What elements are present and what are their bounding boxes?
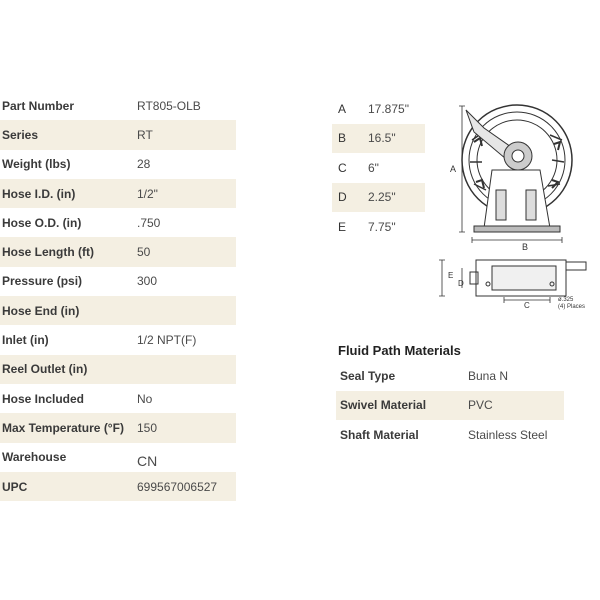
fluid-path-table xyxy=(336,361,564,450)
spec-row-max-temperature xyxy=(0,413,236,442)
dimension-label-e: E xyxy=(448,271,454,280)
spec-value: CN xyxy=(137,453,158,470)
spec-value: RT805-OLB xyxy=(137,98,201,113)
spec-label: Part Number xyxy=(2,98,75,113)
spec-row-weight xyxy=(0,150,236,179)
dimension-letter: A xyxy=(338,101,347,116)
spec-row-warehouse xyxy=(0,443,236,472)
reel-front-view xyxy=(462,105,572,232)
dimension-table xyxy=(332,94,425,242)
fluid-value: Buna N xyxy=(468,368,509,383)
spec-label: Pressure (psi) xyxy=(2,274,83,289)
hole-count-label: (4) Places xyxy=(558,304,586,310)
fluid-label: Swivel Material xyxy=(340,398,427,413)
spec-value: 300 xyxy=(137,274,158,289)
spec-value: No xyxy=(137,391,153,406)
fluid-label: Seal Type xyxy=(340,368,396,383)
spec-label: Max Temperature (°F) xyxy=(2,420,124,435)
dimension-value: 2.25" xyxy=(368,190,396,205)
spec-row-series xyxy=(0,120,236,149)
spec-label: Series xyxy=(2,127,39,142)
fluid-row-swivel-material xyxy=(336,391,564,421)
spec-label: Hose Included xyxy=(2,391,85,406)
dimension-value: 17.875" xyxy=(368,101,409,116)
dimension-label-d: D xyxy=(458,279,464,288)
spec-row-hose-included xyxy=(0,384,236,413)
dimension-row-c xyxy=(332,153,425,183)
spec-label: Hose I.D. (in) xyxy=(2,186,76,201)
spec-value: 699567006527 xyxy=(137,479,218,494)
dimension-value: 6" xyxy=(368,160,379,175)
dimension-label-a: A xyxy=(450,164,457,174)
spec-value: 1/2" xyxy=(137,186,158,201)
spec-row-pressure xyxy=(0,267,236,296)
dimension-letter: C xyxy=(338,160,347,175)
dimension-row-a xyxy=(332,94,425,124)
spec-value: 1/2 NPT(F) xyxy=(137,333,197,348)
spec-row-inlet xyxy=(0,325,236,354)
dimension-row-d xyxy=(332,183,425,213)
fluid-path-title: Fluid Path Materials xyxy=(338,343,461,358)
spec-label: Weight (lbs) xyxy=(2,157,71,172)
dimension-letter: E xyxy=(338,219,347,234)
spec-value: .750 xyxy=(137,215,161,230)
spec-row-upc xyxy=(0,472,236,501)
spec-label: Hose O.D. (in) xyxy=(2,215,82,230)
spec-label: Hose Length (ft) xyxy=(2,245,94,260)
dimension-row-b xyxy=(332,124,425,154)
spec-value: 150 xyxy=(137,420,158,435)
fluid-row-shaft-material xyxy=(336,420,564,450)
hole-size-label: ø.325 xyxy=(558,297,574,303)
spec-label: UPC xyxy=(2,479,28,494)
spec-label: Warehouse xyxy=(2,450,67,465)
spec-row-hose-id xyxy=(0,179,236,208)
fluid-label: Shaft Material xyxy=(340,427,419,442)
dimension-letter: D xyxy=(338,190,347,205)
spec-label: Reel Outlet (in) xyxy=(2,362,88,377)
dimension-value: 7.75" xyxy=(368,219,396,234)
spec-label: Inlet (in) xyxy=(2,333,49,348)
dimension-value: 16.5" xyxy=(368,131,396,146)
spec-value: RT xyxy=(137,127,153,142)
spec-label: Hose End (in) xyxy=(2,303,80,318)
fluid-value: PVC xyxy=(468,398,493,413)
fluid-value: Stainless Steel xyxy=(468,427,548,442)
dimension-letter: B xyxy=(338,131,347,146)
spec-row-reel-outlet xyxy=(0,355,236,384)
dimension-label-b: B xyxy=(522,242,529,252)
dimension-row-e xyxy=(332,212,425,242)
spec-row-hose-end xyxy=(0,296,236,325)
spec-row-hose-length xyxy=(0,237,236,266)
spec-value: 28 xyxy=(137,157,151,172)
spec-table xyxy=(0,91,236,501)
hose-reel-drawing xyxy=(432,100,592,320)
spec-row-hose-od xyxy=(0,208,236,237)
spec-row-part-number xyxy=(0,91,236,120)
fluid-row-seal-type xyxy=(336,361,564,391)
dimension-label-c: C xyxy=(524,301,530,310)
spec-value: 50 xyxy=(137,245,151,260)
